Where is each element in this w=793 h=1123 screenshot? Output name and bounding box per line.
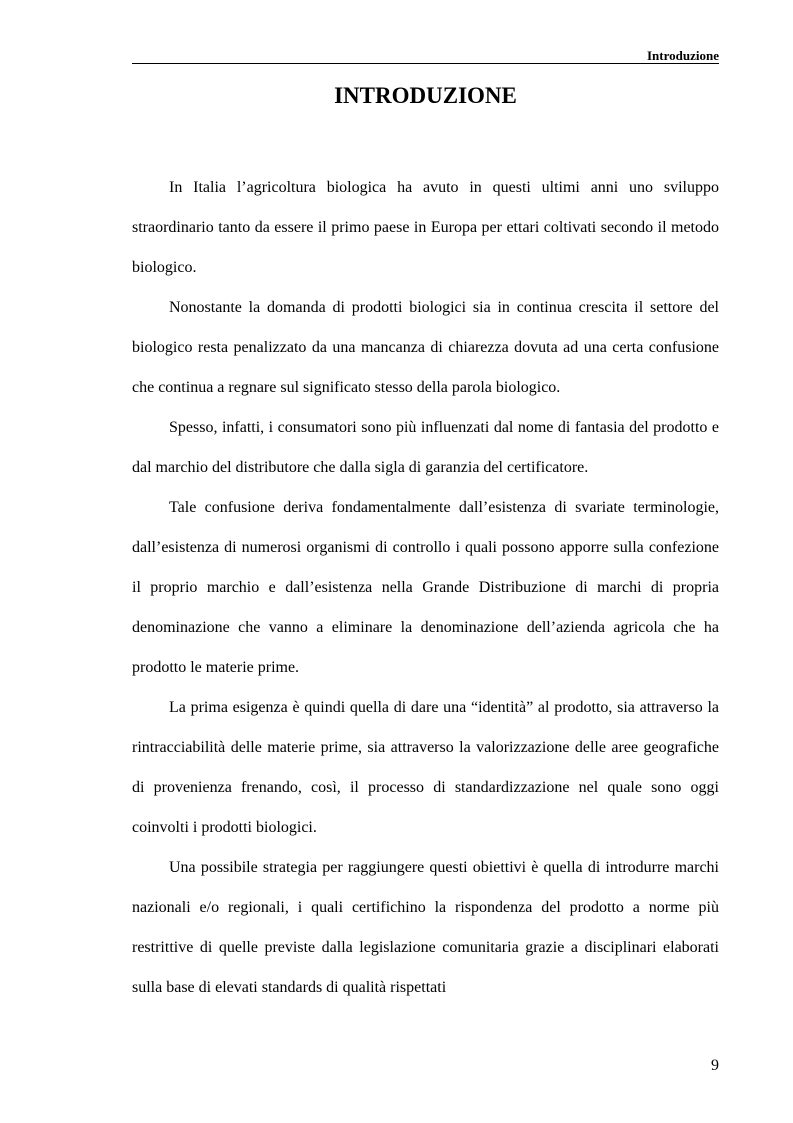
paragraph-4: Tale confusione deriva fondamentalmente dall’esistenza di svariate terminologie, dall’esistenza di numerosi organismi di controllo i quali possono apporre sulla confezione il proprio marchio e dall’esistenza nella Grande Distribuzione di marchi di propria denominazione che vanno a eliminare la denominazione dell’azienda agricola che ha prodotto le materie prime.	[132, 499, 719, 676]
page-number: 9	[711, 1057, 719, 1074]
paragraph-5: La prima esigenza è quindi quella di dare una “identità” al prodotto, sia attraverso la rintracciabilità delle materie prime, sia attraverso la valorizzazione delle aree geografiche di provenienza frenando, così, il processo di standardizzazione nel quale sono oggi coinvolti i prodotti biologici.	[132, 699, 719, 836]
body-text	[132, 168, 719, 1008]
paragraph-1: In Italia l’agricoltura biologica ha avuto in questi ultimi anni uno sviluppo straordinario tanto da essere il primo paese in Europa per ettari coltivati secondo il metodo biologico.	[132, 179, 719, 276]
paragraph-6: Una possibile strategia per raggiungere questi obiettivi è quella di introdurre marchi nazionali e/o regionali, i quali certifichino la rispondenza del prodotto a norme più restrittive di quelle previste dalla legislazione comunitaria grazie a disciplinari elaborati sulla base di elevati standards di qualità rispettati	[132, 859, 719, 996]
paragraph-3: Spesso, infatti, i consumatori sono più influenzati dal nome di fantasia del prodotto e dal marchio del distributore che dalla sigla di garanzia del certificatore.	[132, 419, 719, 476]
running-header: Introduzione	[647, 48, 719, 63]
chapter-title: INTRODUZIONE	[334, 83, 517, 108]
header-rule	[132, 63, 719, 64]
paragraph-2: Nonostante la domanda di prodotti biologici sia in continua crescita il settore del biologico resta penalizzato da una mancanza di chiarezza dovuta ad una certa confusione che continua a regnare sul significato stesso della parola biologico.	[132, 299, 719, 396]
